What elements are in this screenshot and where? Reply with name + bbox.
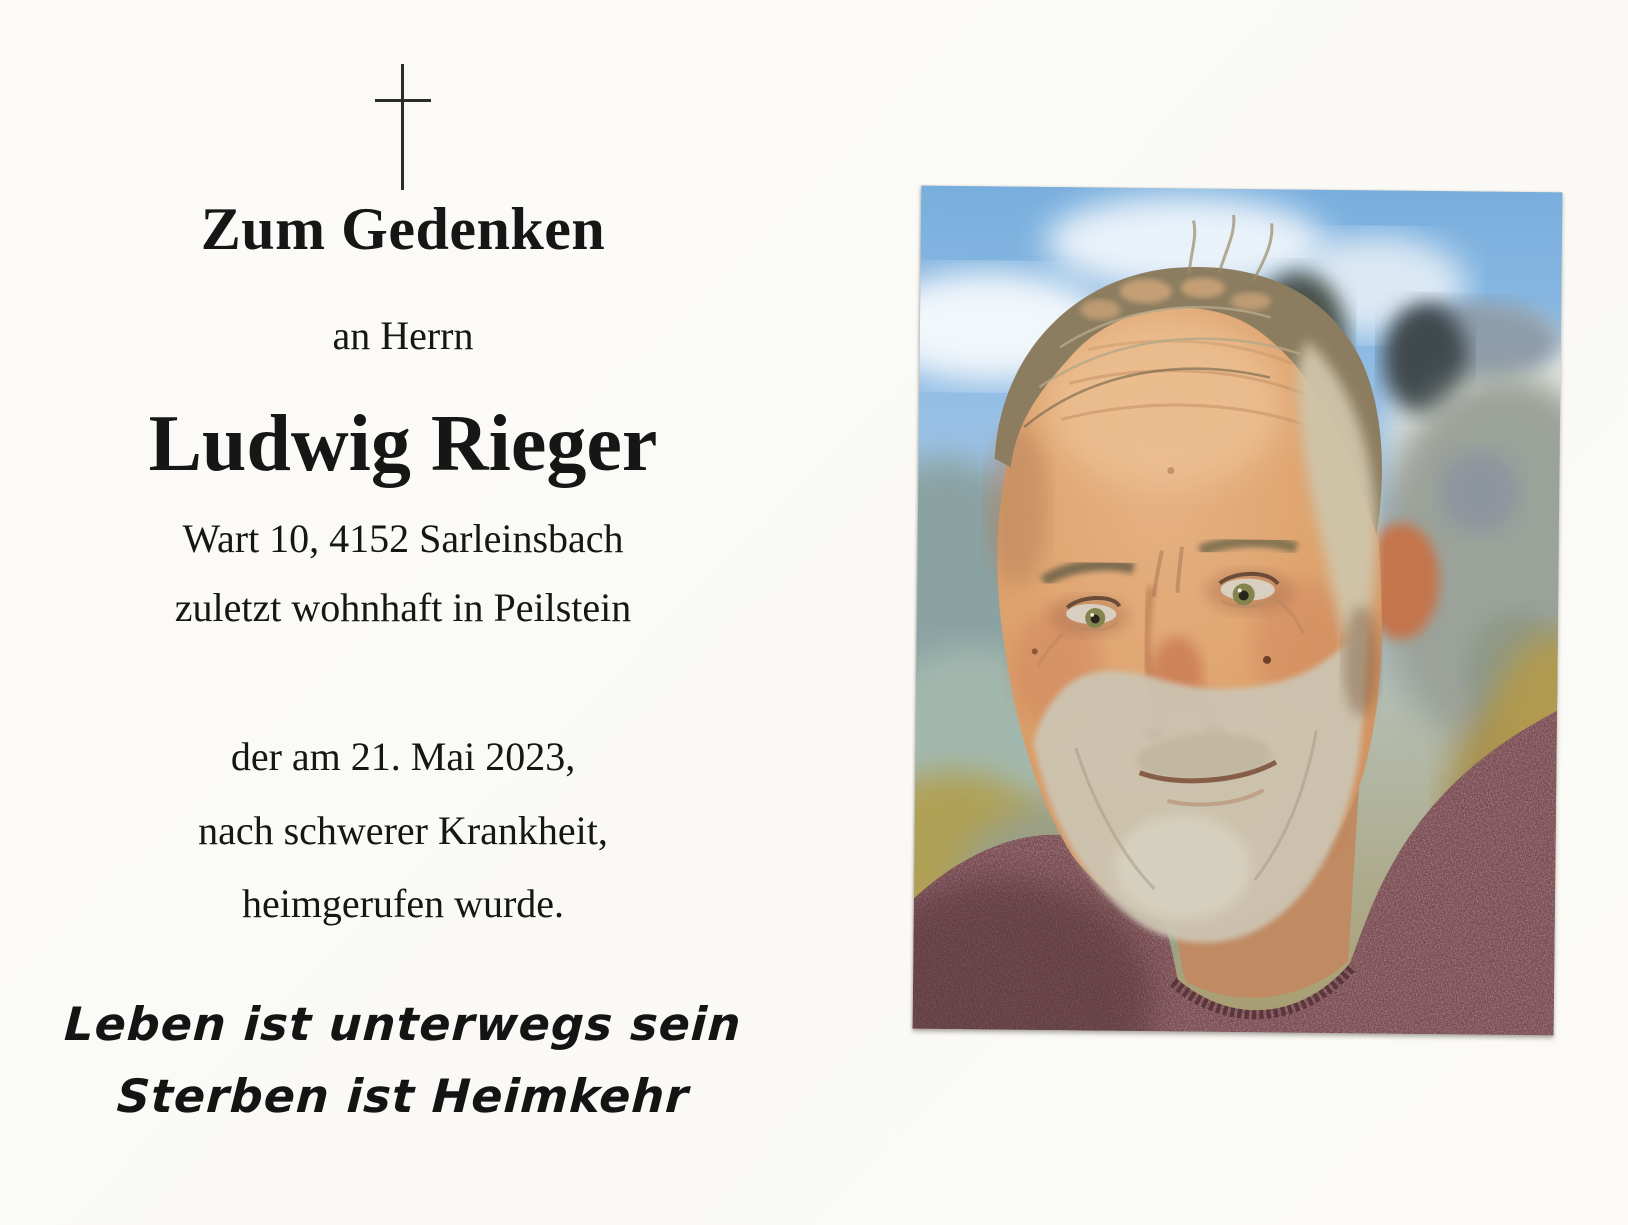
salutation: an Herrn [332, 313, 474, 358]
portrait-photo [913, 186, 1563, 1036]
card-title: Zum Gedenken [200, 196, 606, 262]
obituary-line-2: nach schwerer Krankheit, [198, 808, 608, 853]
residence-line: zuletzt wohnhaft in Peilstein [174, 585, 632, 630]
obituary-line-1: der am 21. Mai 2023, [230, 734, 576, 779]
text-column [0, 0, 806, 1225]
latin-cross-icon [373, 62, 433, 192]
obituary-line-3: heimgerufen wurde. [241, 881, 565, 926]
quote-line-2: Sterben ist Heimkehr [115, 1069, 691, 1123]
deceased-name: Ludwig Rieger [148, 400, 658, 488]
address-line: Wart 10, 4152 Sarleinsbach [182, 516, 624, 561]
quote-line-1: Leben ist unterwegs sein [63, 997, 743, 1051]
